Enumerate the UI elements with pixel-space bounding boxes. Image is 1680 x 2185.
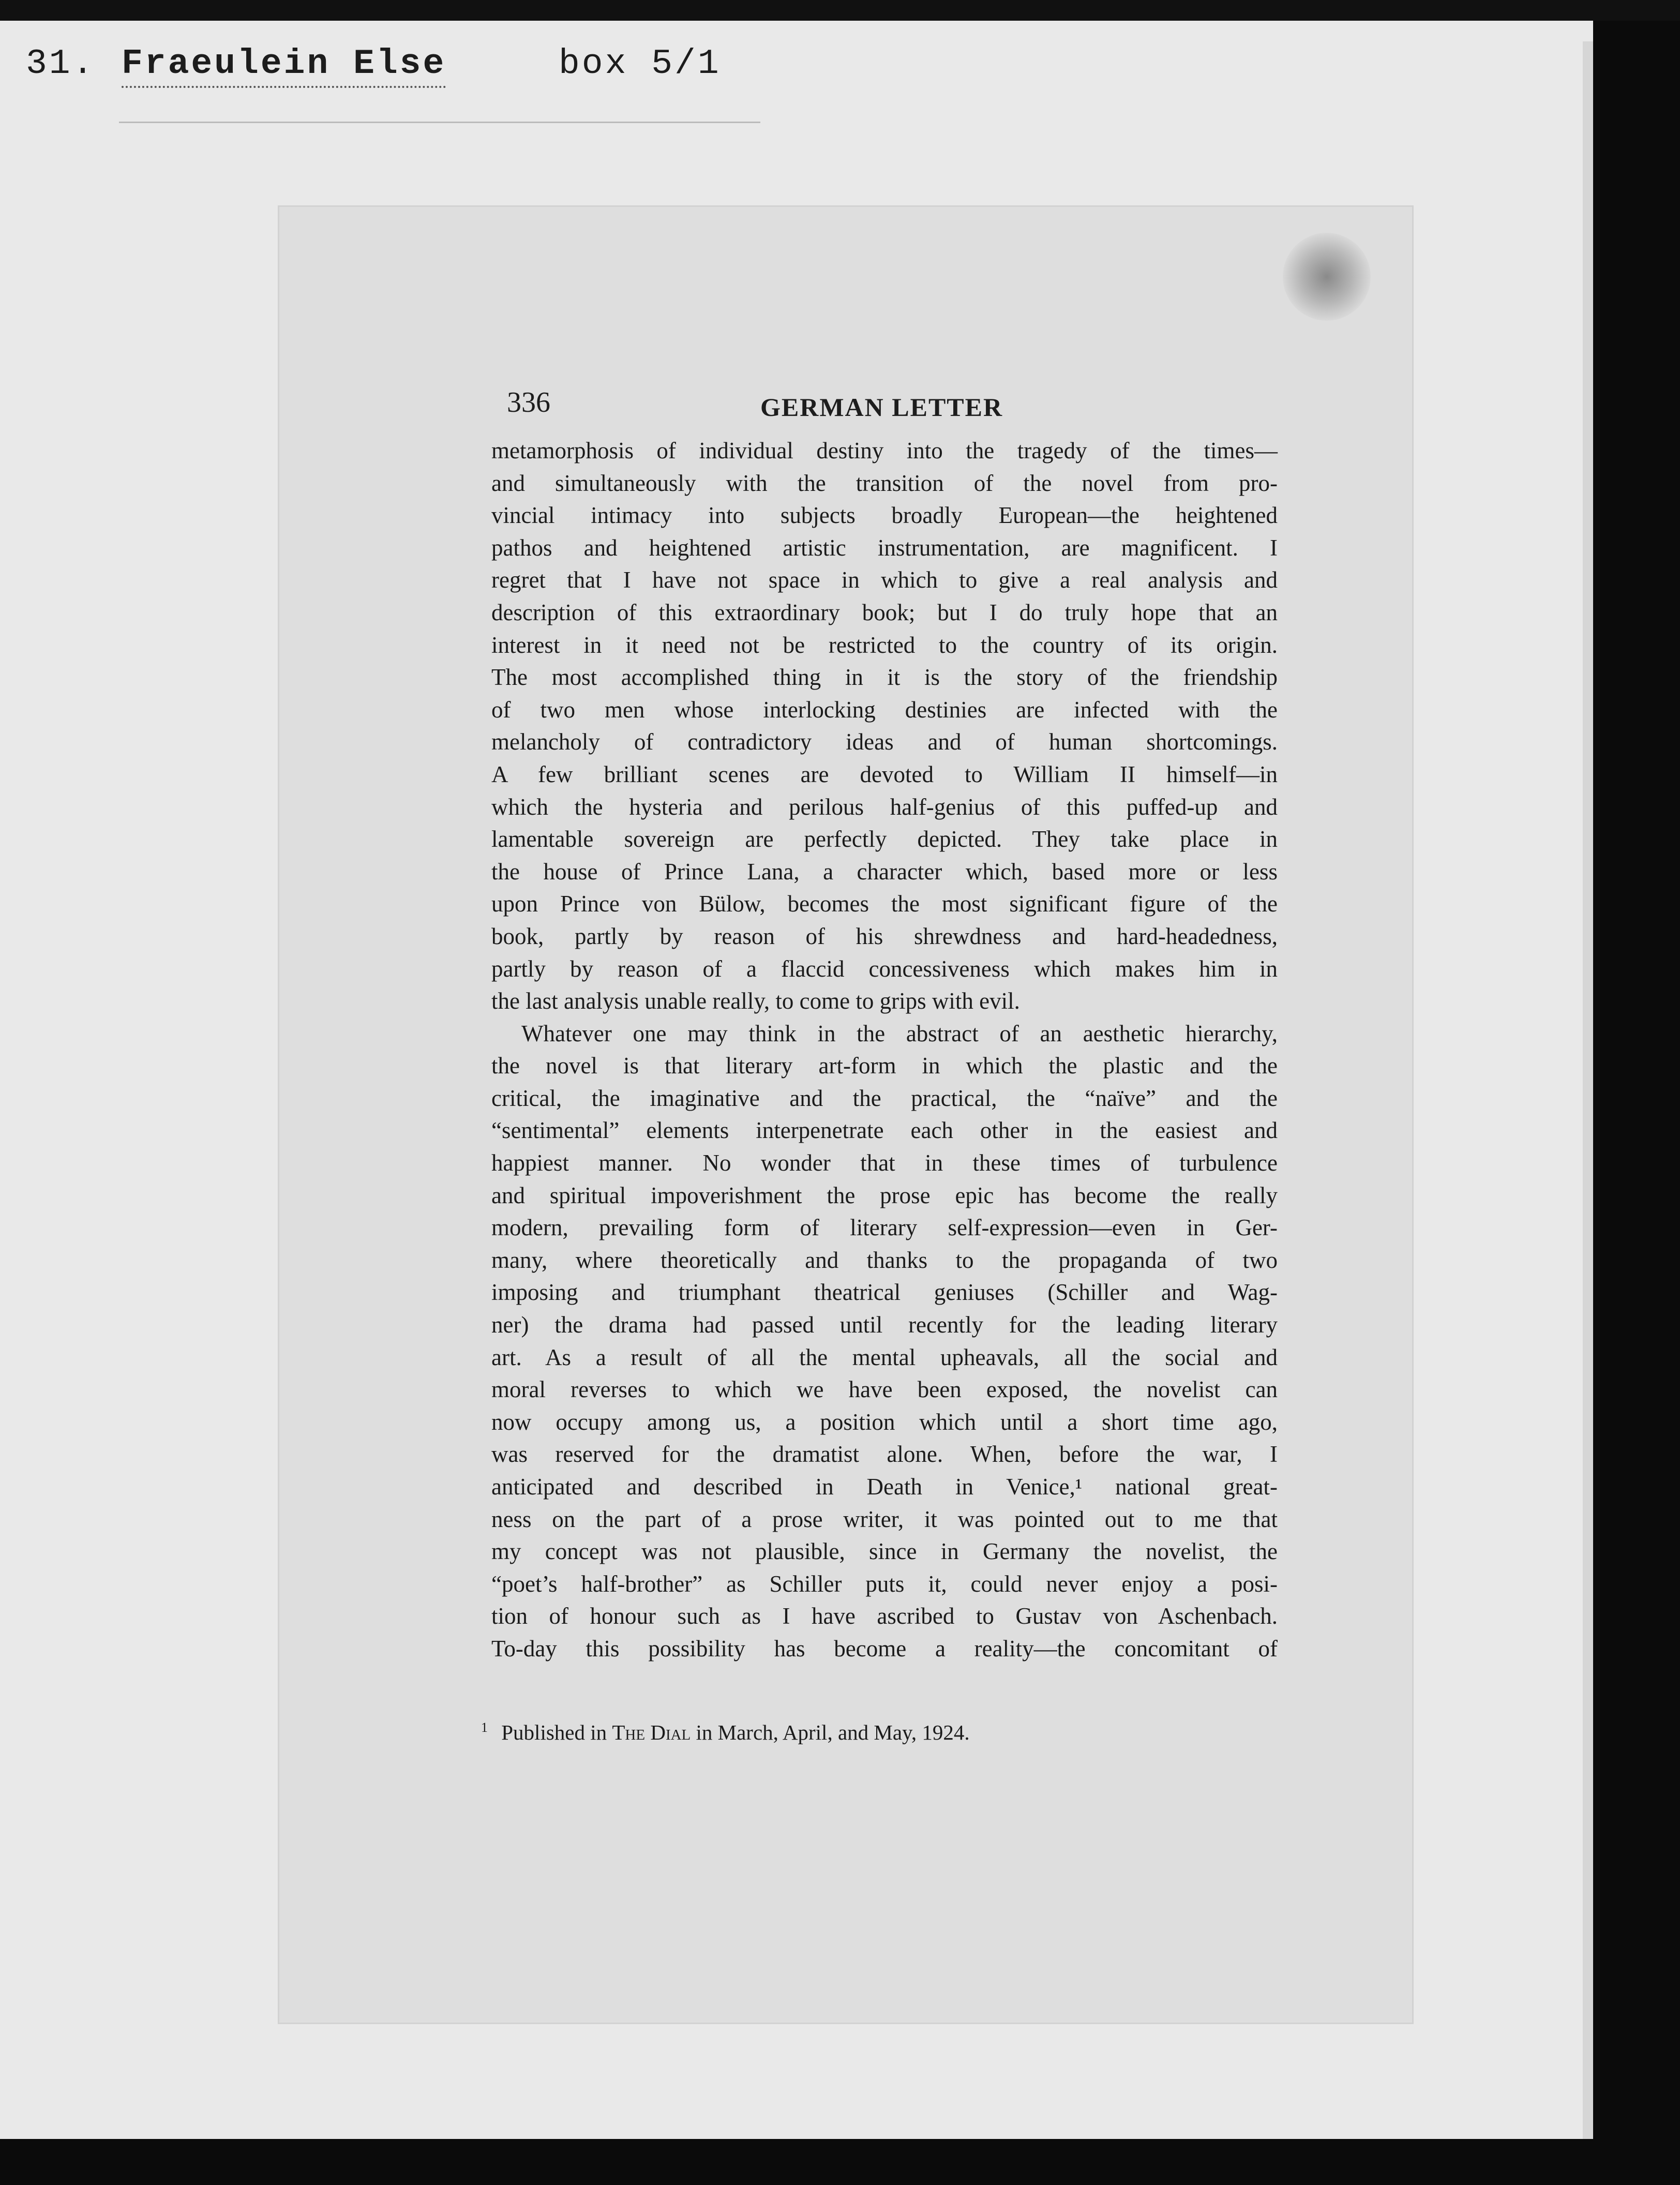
text-line: critical, the imaginative and the practical, the “naïve” and the [491,1085,1278,1111]
box-reference: box 5/1 [559,44,721,84]
text-line: melancholy of contradictory ideas and of human shortcomings. [491,729,1278,755]
text-line: vincial intimacy into subjects broadly European—the heightened [491,502,1278,529]
text-line: imposing and triumphant theatrical geniuses (Schiller and Wag- [491,1279,1278,1306]
page-number: 336 [507,386,550,418]
text-line: tion of honour such as I have ascribed to Gustav von Aschenbach. [491,1603,1278,1629]
text-line: the house of Prince Lana, a character which, based more or less [491,858,1278,885]
text-line: anticipated and described in Death in Venice,¹ national great- [491,1474,1278,1500]
text-line: ness on the part of a prose writer, it was pointed out to me that [491,1506,1278,1532]
text-line: “poet’s half-brother” as Schiller puts it, could never enjoy a posi- [491,1570,1278,1597]
item-number: 31. [26,44,96,84]
text-line: A few brilliant scenes are devoted to William II himself—in [491,761,1278,787]
text-line: moral reverses to which we have been exposed, the novelist can [491,1376,1278,1403]
footnote-marker: 1 [481,1720,488,1735]
text-line: art. As a result of all the mental upheavals, all the social and [491,1344,1278,1370]
text-line: and simultaneously with the transition of the novel from pro- [491,470,1278,496]
label-rule [119,122,760,123]
text-line: metamorphosis of individual destiny into the tragedy of the times— [491,438,1278,463]
paper-stain [1283,233,1371,321]
text-line: happiest manner. No wonder that in these times of turbulence [491,1150,1278,1176]
text-line: was reserved for the dramatist alone. When, before the war, I [491,1441,1278,1468]
text-line: my concept was not plausible, since in Germany the novelist, the [491,1538,1278,1565]
running-head [507,383,1283,429]
text-line: upon Prince von Bülow, becomes the most significant figure of the [491,891,1278,917]
text-line: ner) the drama had passed until recently for the leading literary [491,1312,1278,1338]
text-line: description of this extraordinary book; but I do truly hope that an [491,599,1278,625]
text-line: “sentimental” elements interpenetrate each other in the easiest and [491,1117,1278,1144]
text-line: and spiritual impoverishment the prose epic has become the really [491,1182,1278,1208]
text-line: pathos and heightened artistic instrumentation, are magnificent. I [491,534,1278,561]
text-line: now occupy among us, a position which until a short time ago, [491,1409,1278,1435]
footnote-text-before: Published in [501,1720,607,1744]
text-line: which the hysteria and perilous half-genius of this puffed-up and [491,794,1278,820]
text-line: The most accomplished thing in it is the story of the friendship [491,664,1278,691]
footnote [481,1720,1153,1745]
text-line: many, where theoretically and thanks to the propaganda of two [491,1247,1278,1273]
footnote-text-after: in March, April, and May, 1924. [696,1720,970,1744]
text-line: book, partly by reason of his shrewdness and hard-headedness, [491,923,1278,949]
text-line: Whatever one may think in the abstract of an aesthetic hierarchy, [521,1020,1278,1046]
item-title: Fraeulein Else [122,44,446,88]
footnote-journal: The Dial [612,1720,691,1744]
text-line: lamentable sovereign are perfectly depicted. They take place in [491,826,1278,852]
text-line: the novel is that literary art-form in which the plastic and the [491,1053,1278,1079]
text-line: To-day this possibility has become a reality—the concomitant of [491,1635,1278,1662]
text-line: the last analysis unable really, to come to grips with evil. [491,988,1020,1014]
text-line: partly by reason of a flaccid concessiveness which makes him in [491,955,1278,982]
text-line: interest in it need not be restricted to the country of its origin. [491,632,1278,658]
running-title: GERMAN LETTER [760,393,1003,422]
sheet-edge [1583,41,1593,2139]
text-line: of two men whose interlocking destinies are infected with the [491,696,1278,723]
body-text [491,435,1278,1665]
text-line: modern, prevailing form of literary self-expression—even in Ger- [491,1215,1278,1241]
scan-border [0,0,1680,21]
text-line: regret that I have not space in which to give a real analysis and [491,567,1278,593]
